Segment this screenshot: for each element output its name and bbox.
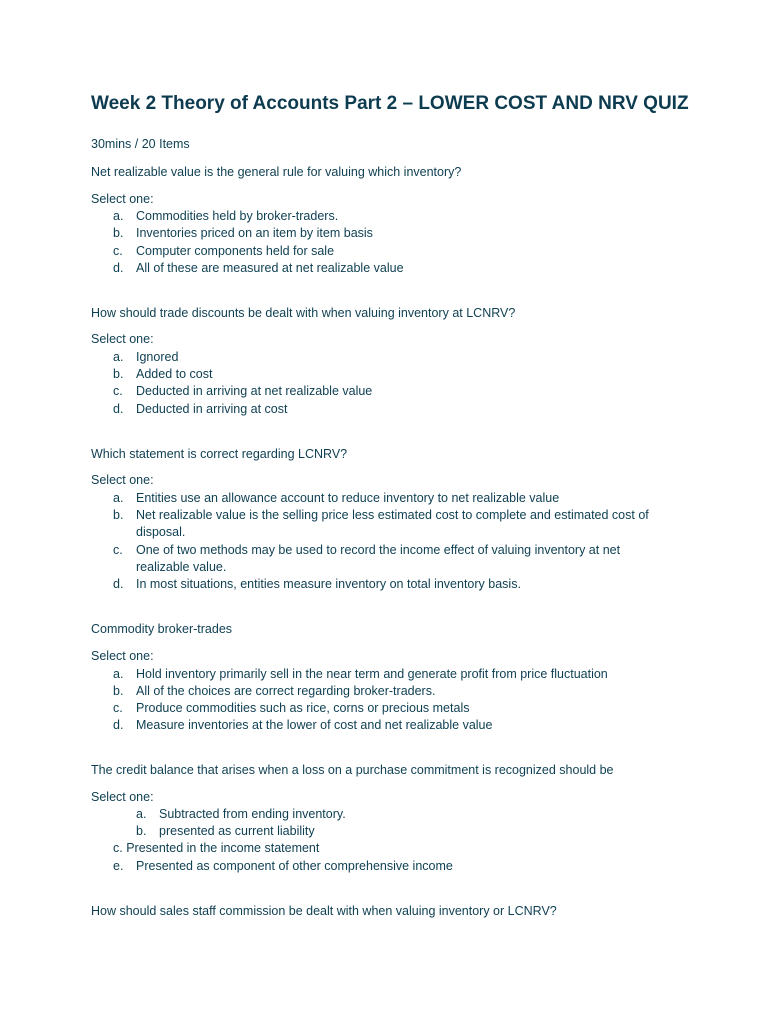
document-title: Week 2 Theory of Accounts Part 2 – LOWER COST AND NRV QUIZ <box>91 93 689 114</box>
question-prompt: How should sales staff commission be dealt with when valuing inventory or LCNRV? <box>91 904 557 918</box>
option-text: In most situations, entities measure inventory on total inventory basis. <box>136 577 521 591</box>
question-prompt: Net realizable value is the general rule for valuing which inventory? <box>91 165 462 179</box>
option-letter: b. <box>113 226 124 240</box>
option-text: Entities use an allowance account to reduce inventory to net realizable value <box>136 491 560 505</box>
option-text: Deducted in arriving at net realizable value <box>136 384 373 398</box>
option-letter: a. <box>136 807 147 821</box>
option-letter: a. <box>113 209 124 223</box>
question-prompt: Which statement is correct regarding LCNRV? <box>91 447 348 461</box>
question-prompt: Commodity broker-trades <box>91 622 233 636</box>
select-one-label: Select one: <box>91 192 154 206</box>
option-letter: b. <box>113 508 124 522</box>
option-letter: a. <box>113 350 124 364</box>
option-letter: b. <box>136 824 147 838</box>
option-text: Presented as component of other comprehensive income <box>136 859 453 873</box>
option-text: c. Presented in the income statement <box>113 841 320 855</box>
option-text: Ignored <box>136 350 179 364</box>
select-one-label: Select one: <box>91 790 154 804</box>
option-text: Subtracted from ending inventory. <box>159 807 346 821</box>
option-text: All of the choices are correct regarding broker-traders. <box>136 684 436 698</box>
option-text: Inventories priced on an item by item basis <box>136 226 373 240</box>
option-letter: c. <box>113 543 123 557</box>
select-one-label: Select one: <box>91 332 154 346</box>
option-text: One of two methods may be used to record the income effect of valuing inventory at net realizable value. <box>136 543 621 574</box>
option-text: Computer components held for sale <box>136 244 335 258</box>
option-letter: a. <box>113 491 124 505</box>
option-letter: d. <box>113 261 124 275</box>
option-text: Added to cost <box>136 367 213 381</box>
select-one-label: Select one: <box>91 473 154 487</box>
option-letter: d. <box>113 402 124 416</box>
option-text: Commodities held by broker-traders. <box>136 209 339 223</box>
option-letter: d. <box>113 718 124 732</box>
option-letter: b. <box>113 367 124 381</box>
option-text: Net realizable value is the selling price less estimated cost to complete and estimated cost of disposal. <box>136 508 649 539</box>
select-one-label: Select one: <box>91 649 154 663</box>
option-letter: b. <box>113 684 124 698</box>
option-letter: c. <box>113 384 123 398</box>
quiz-meta: 30mins / 20 Items <box>91 137 190 151</box>
option-text: presented as current liability <box>159 824 315 838</box>
option-text: All of these are measured at net realizable value <box>136 261 404 275</box>
option-letter: e. <box>113 859 124 873</box>
question-prompt: The credit balance that arises when a loss on a purchase commitment is recognized should be <box>91 763 614 777</box>
option-letter: c. <box>113 701 123 715</box>
option-letter: c. <box>113 244 123 258</box>
option-text: Produce commodities such as rice, corns or precious metals <box>136 701 470 715</box>
option-text: Hold inventory primarily sell in the near term and generate profit from price fluctuation <box>136 667 608 681</box>
option-text: Measure inventories at the lower of cost and net realizable value <box>136 718 493 732</box>
option-letter: a. <box>113 667 124 681</box>
question-prompt: How should trade discounts be dealt with when valuing inventory at LCNRV? <box>91 306 516 320</box>
option-letter: d. <box>113 577 124 591</box>
option-text: Deducted in arriving at cost <box>136 402 288 416</box>
